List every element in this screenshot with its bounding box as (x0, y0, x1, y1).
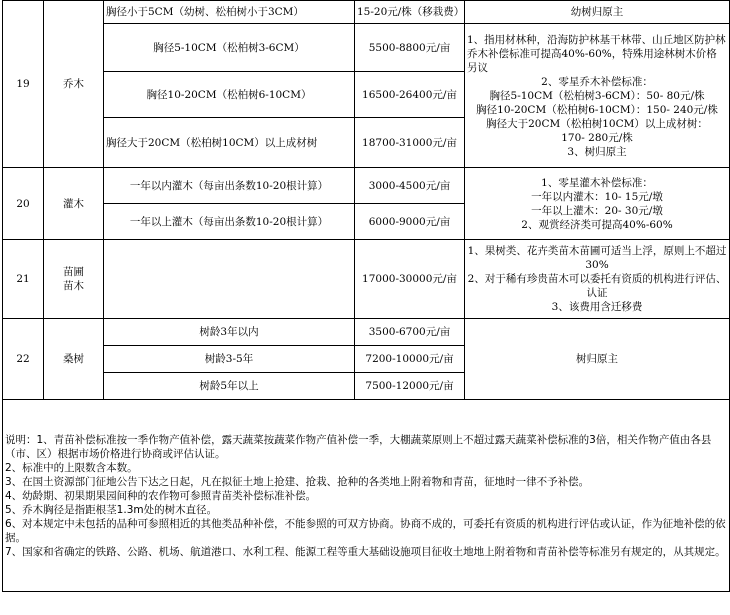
category-cell: 桑树 (44, 319, 104, 400)
spec-cell: 一年以上灌木（每亩出条数10-20根计算） (104, 204, 355, 240)
price-cell: 6000-9000元/亩 (355, 204, 465, 240)
remark-line: 3、树归原主 (567, 145, 627, 158)
category-cell: 乔木 (44, 1, 104, 168)
spec-cell: 一年以内灌木（每亩出条数10-20根计算） (104, 168, 355, 204)
row-number: 19 (3, 1, 44, 168)
price-cell: 7200-10000元/亩 (355, 346, 465, 373)
remark-cell (465, 240, 730, 319)
table-row (3, 168, 730, 204)
spec-cell: 胸径小于5CM（幼树、松柏树小于3CM） (104, 1, 355, 24)
table-row (3, 319, 730, 346)
remark-line: 1、果树类、花卉类苗木苗圃可适当上浮，原则上不超过30% (467, 245, 727, 271)
note-line: 2、标准中的上限数含本数。 (5, 461, 138, 474)
row-number: 20 (3, 168, 44, 240)
note-line: 3、在国土资源部门征地公告下达之日起，凡在拟征土地上抢建、抢栽、抢种的各类地上附着物和青苗，征地时一律不予补偿。 (5, 475, 590, 488)
spec-cell: 树龄3年以内 (104, 319, 355, 346)
price-cell: 5500-8800元/亩 (355, 24, 465, 72)
table-row (3, 1, 730, 24)
remark-line: 2、观赏经济类可提高40%-60% (521, 218, 673, 231)
remark-cell: 树归原主 (465, 319, 730, 400)
note-line: 4、幼龄期、初果期果园间种的农作物可参照青苗类补偿标准补偿。 (5, 489, 317, 502)
remark-cell (465, 24, 730, 168)
category-cell: 灌木 (44, 168, 104, 240)
remark-line: 2、对于稀有珍贵苗木可以委托有资质的机构进行评估、认证 (467, 273, 727, 299)
note-line: 7、国家和省确定的铁路、公路、机场、航道港口、水利工程、能源工程等重大基础设施项目征收土地地上附着物和青苗补偿等标准另有规定的，从其规定。 (5, 545, 726, 558)
price-cell: 17000-30000元/亩 (355, 240, 465, 319)
spec-cell (104, 240, 355, 319)
remark-line: 1、零星灌木补偿标准： (541, 176, 653, 189)
remark-line: 3、该费用含迁移费 (551, 301, 643, 313)
table-row (3, 24, 730, 72)
note-line: 说明：1、青苗补偿标准按一季作物产值补偿，露天蔬菜按蔬菜作物产值补偿一季，大棚蔬菜原则上不超过露天蔬菜补偿标准的3倍，相关作物产值由各县（市、区）根据市场价格进行协商或评估认证。 (5, 433, 712, 460)
price-cell: 3000-4500元/亩 (355, 168, 465, 204)
remark-line: 一年以内灌木：10- 15元/墩 (531, 190, 663, 203)
category-label: 苗圃苗木 (63, 266, 84, 292)
remark-line: 一年以上灌木：20- 30元/墩 (531, 204, 663, 217)
spec-cell: 树龄5年以上 (104, 373, 355, 400)
row-number: 22 (3, 319, 44, 400)
notes-row (3, 400, 730, 592)
spec-cell: 胸径5-10CM（松柏树3-6CM） (104, 24, 355, 72)
note-line: 6、对本规定中未包括的品种可参照相近的其他类品种补偿，不能参照的可双方协商。协商不成的，可委托有资质的机构进行评估或认证，作为征地补偿的依据。 (5, 517, 726, 544)
remark-line: 胸径大于20CM（松柏树10CM）以上成材树： (486, 117, 708, 130)
compensation-table (2, 0, 730, 592)
price-cell: 15-20元/株（移栽费） (355, 1, 465, 24)
remark-line: 胸径10-20CM（松柏树6-10CM）：150- 240元/株 (476, 103, 718, 116)
table-row (3, 240, 730, 319)
price-cell: 18700-31000元/亩 (355, 118, 465, 168)
spec-cell: 胸径大于20CM（松柏树10CM）以上成材树 (104, 118, 355, 168)
notes-cell (3, 400, 730, 592)
remark-line: 1、指用材林种，沿海防护林基干林带、山丘地区防护林乔木补偿标准可提高40%-60%，特殊用途林树木价格另议 (467, 33, 726, 74)
remark-line: 胸径5-10CM（松柏树3-6CM）：50- 80元/株 (489, 89, 705, 102)
remark-line: 2、零星乔木补偿标准： (541, 75, 653, 88)
price-cell: 7500-12000元/亩 (355, 373, 465, 400)
spec-cell: 胸径10-20CM（松柏树6-10CM） (104, 72, 355, 118)
price-cell: 3500-6700元/亩 (355, 319, 465, 346)
remark-cell: 幼树归原主 (465, 1, 730, 24)
row-number: 21 (3, 240, 44, 319)
remark-cell (465, 168, 730, 240)
price-cell: 16500-26400元/亩 (355, 72, 465, 118)
category-cell (44, 240, 104, 319)
spec-cell: 树龄3-5年 (104, 346, 355, 373)
remark-line: 170- 280元/株 (561, 131, 633, 144)
note-line: 5、乔木胸径是指距根茎1.3m处的树木直径。 (5, 503, 218, 516)
